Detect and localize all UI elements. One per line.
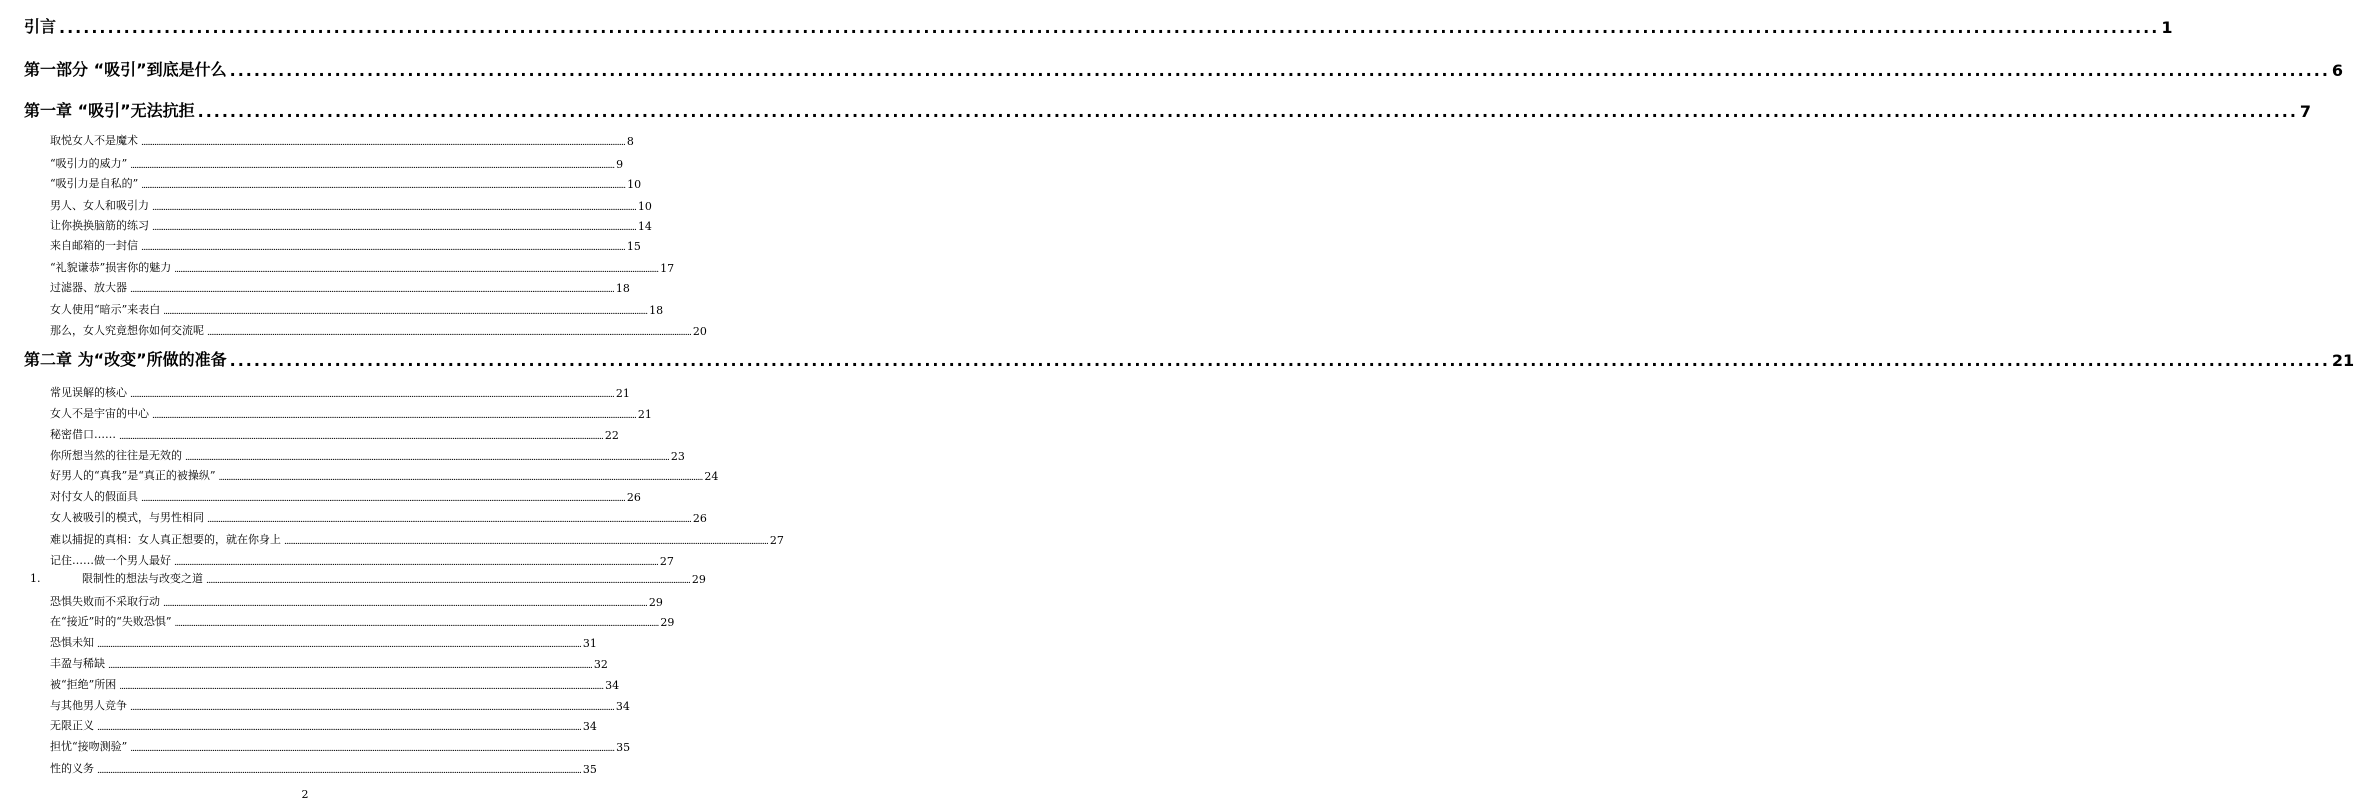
toc-entry-title: 担忧“接吻测验” <box>50 740 128 753</box>
toc-entry[interactable] <box>50 715 597 733</box>
toc-entry[interactable] <box>50 486 641 504</box>
toc-entry[interactable] <box>30 568 706 586</box>
toc-entry-page: 17 <box>660 262 675 275</box>
toc-entry-page: 14 <box>637 220 652 233</box>
toc-entry[interactable] <box>50 736 631 754</box>
toc-entry-page: 26 <box>692 512 707 525</box>
toc-entry[interactable] <box>50 424 619 442</box>
toc-entry-title: “礼貌谦恭”损害你的魅力 <box>50 261 172 274</box>
toc-entry-title: 你所想当然的往往是无效的 <box>50 449 182 462</box>
toc-entry-page: 34 <box>605 679 620 692</box>
dot-leader: .................................................................................................................................................................................................................................................................... <box>218 473 703 483</box>
toc-entry-title: 性的义务 <box>50 762 94 775</box>
toc-entry-title: 女人不是宇宙的中心 <box>50 407 149 420</box>
toc-entry-page: 32 <box>593 658 608 671</box>
toc-entry[interactable] <box>50 465 719 483</box>
toc-entry-title: 在“接近”时的“失败恐惧” <box>50 615 172 628</box>
toc-entry[interactable] <box>24 95 2312 121</box>
toc-entry-page: 29 <box>660 616 675 629</box>
dot-leader: .................................................................................................................................................................................................................................................................... <box>119 432 603 442</box>
toc-entry-title: 那么，女人究竟想你如何交流呢 <box>50 324 204 337</box>
toc-entry[interactable] <box>50 195 652 213</box>
toc-entry-title: 丰盈与稀缺 <box>50 657 105 670</box>
toc-entry-title: “吸引力的威力” <box>50 157 128 170</box>
toc-entry-page: 26 <box>626 491 641 504</box>
toc-entry-page: 7 <box>2299 102 2312 121</box>
toc-entry[interactable] <box>24 54 2344 80</box>
toc-entry-page: 31 <box>582 637 597 650</box>
toc-entry[interactable] <box>50 153 624 171</box>
toc-entry-title <box>30 570 204 586</box>
dot-leader: .................................................................................................................................................................................................................................................................... <box>97 723 581 733</box>
toc-entry-page: 22 <box>604 429 619 442</box>
toc-entry[interactable] <box>50 611 675 629</box>
toc-entry-page: 21 <box>615 387 630 400</box>
dot-leader: .................................................................................................................................................................................................................................................................... <box>174 558 658 568</box>
dot-leader: .................................................................................................................................................................................................................................................................... <box>197 102 2298 121</box>
toc-entry-title: 恐惧失败而不采取行动 <box>50 595 160 608</box>
toc-entry-title: 男人、女人和吸引力 <box>50 199 149 212</box>
toc-entry-title: 第二章 为“改变”所做的准备 <box>24 350 227 369</box>
toc-entry-title: 恐惧未知 <box>50 636 94 649</box>
dot-leader: .................................................................................................................................................................................................................................................................... <box>97 766 581 776</box>
toc-entry-page: 34 <box>615 700 630 713</box>
toc-entry-page: 9 <box>616 158 624 171</box>
toc-entry[interactable] <box>50 403 652 421</box>
toc-entry-title: 记住……做一个男人最好 <box>50 554 171 567</box>
dot-leader: .................................................................................................................................................................................................................................................................... <box>130 285 614 295</box>
toc-entry-title: 与其他男人竞争 <box>50 699 127 712</box>
toc-entry-page: 35 <box>582 763 597 776</box>
toc-entry-page: 21 <box>637 408 652 421</box>
toc-entry-number: 1. <box>30 572 41 585</box>
toc-entry-title: 常见误解的核心 <box>50 386 127 399</box>
toc-entry[interactable] <box>50 299 664 317</box>
toc-entry-page: 24 <box>704 470 719 483</box>
toc-entry-page: 18 <box>649 304 664 317</box>
dot-leader: .................................................................................................................................................................................................................................................................... <box>141 138 625 148</box>
dot-leader: .................................................................................................................................................................................................................................................................... <box>130 744 615 754</box>
toc-entry-title: 第一部分 “吸引”到底是什么 <box>24 60 227 79</box>
toc-entry-page: 21 <box>2331 351 2354 370</box>
toc-entry-page: 15 <box>626 240 641 253</box>
toc-entry[interactable] <box>50 130 634 148</box>
dot-leader: .................................................................................................................................................................................................................................................................... <box>130 390 614 400</box>
dot-leader: .................................................................................................................................................................................................................................................................... <box>141 181 626 191</box>
toc-entry[interactable] <box>50 529 784 547</box>
toc-entry-page: 29 <box>648 596 663 609</box>
toc-entry-page: 20 <box>692 325 707 338</box>
toc-entry[interactable] <box>50 235 641 253</box>
toc-entry-title: 无限正义 <box>50 719 94 732</box>
toc-entry-title: 让你换换脑筋的练习 <box>50 219 149 232</box>
dot-leader: .................................................................................................................................................................................................................................................................... <box>108 661 592 671</box>
dot-leader: .................................................................................................................................................................................................................................................................... <box>119 682 604 692</box>
toc-entry-page: 10 <box>637 200 652 213</box>
toc-entry-title: “吸引力是自私的” <box>50 177 139 190</box>
dot-leader: .................................................................................................................................................................................................................................................................... <box>284 537 768 547</box>
toc-entry-title-text: 限制性的想法与改变之道 <box>82 572 203 585</box>
dot-leader: .................................................................................................................................................................................................................................................................... <box>97 640 581 650</box>
toc-entry-title: 好男人的“真我”是“真正的被操纵” <box>50 469 216 482</box>
toc-entry[interactable] <box>50 257 675 275</box>
toc-entry[interactable] <box>50 550 674 568</box>
toc-entry[interactable] <box>50 632 597 650</box>
dot-leader: .................................................................................................................................................................................................................................................................... <box>229 351 2330 370</box>
toc-entry-page: 10 <box>627 178 642 191</box>
dot-leader: .................................................................................................................................................................................................................................................................... <box>207 515 691 525</box>
toc-entry[interactable] <box>50 320 707 338</box>
dot-leader: .................................................................................................................................................................................................................................................................... <box>163 307 648 317</box>
toc-entry[interactable] <box>50 382 630 400</box>
toc-entry[interactable] <box>50 215 652 233</box>
toc-entry[interactable] <box>24 344 2354 370</box>
toc-entry-page: 1 <box>2161 18 2173 37</box>
dot-leader: .................................................................................................................................................................................................................................................................... <box>229 61 2330 80</box>
toc-entry[interactable] <box>50 445 685 463</box>
toc-entry[interactable] <box>50 695 630 713</box>
toc-entry[interactable] <box>50 507 707 525</box>
toc-entry-page: 6 <box>2331 61 2344 80</box>
toc-entry[interactable] <box>24 11 2173 37</box>
dot-leader: .................................................................................................................................................................................................................................................................... <box>207 328 691 338</box>
dot-leader: .................................................................................................................................................................................................................................................................... <box>141 243 625 253</box>
toc-entry-page: 27 <box>659 555 674 568</box>
toc-entry-page: 34 <box>582 720 597 733</box>
dot-leader: .................................................................................................................................................................................................................................................................... <box>174 265 659 275</box>
dot-leader: .................................................................................................................................................................................................................................................................... <box>152 203 636 213</box>
toc-entry[interactable] <box>50 653 608 671</box>
toc-entry-title: 第一章 “吸引”无法抗拒 <box>24 101 195 120</box>
toc-entry-page: 35 <box>616 741 631 754</box>
toc-entry-page: 29 <box>691 573 706 586</box>
toc-entry-title: 引言 <box>24 17 57 36</box>
toc-entry-title: 秘密借口…… <box>50 428 116 441</box>
toc-entry[interactable] <box>50 758 597 776</box>
toc-entry-title: 女人使用“暗示”来表白 <box>50 303 161 316</box>
toc-entry[interactable] <box>50 674 620 692</box>
toc-entry[interactable] <box>50 173 642 191</box>
toc-entry[interactable] <box>50 277 630 295</box>
dot-leader: .................................................................................................................................................................................................................................................................... <box>130 703 614 713</box>
toc-entry-page: 18 <box>615 282 630 295</box>
toc-entry-title: 被“拒绝”所困 <box>50 678 117 691</box>
toc-entry-title: 难以捕捉的真相：女人真正想要的，就在你身上 <box>50 533 281 546</box>
toc-entry-page: 8 <box>626 135 634 148</box>
toc-entry-title: 对付女人的假面具 <box>50 490 138 503</box>
toc-entry[interactable] <box>50 591 663 609</box>
dot-leader: .................................................................................................................................................................................................................................................................... <box>59 18 2160 37</box>
toc-entry-title: 取悦女人不是魔术 <box>50 134 138 147</box>
toc-entry-title: 来自邮箱的一封信 <box>50 239 138 252</box>
toc-entry-page: 27 <box>769 534 784 547</box>
dot-leader: .................................................................................................................................................................................................................................................................... <box>141 494 625 504</box>
dot-leader: .................................................................................................................................................................................................................................................................... <box>152 411 636 421</box>
page-number: 2 <box>301 788 309 801</box>
dot-leader: .................................................................................................................................................................................................................................................................... <box>163 599 647 609</box>
dot-leader: .................................................................................................................................................................................................................................................................... <box>174 619 659 629</box>
dot-leader: .................................................................................................................................................................................................................................................................... <box>130 161 615 171</box>
dot-leader: .................................................................................................................................................................................................................................................................... <box>206 576 690 586</box>
toc-entry-title: 过滤器、放大器 <box>50 281 127 294</box>
toc-entry-title: 女人被吸引的模式，与男性相同 <box>50 511 204 524</box>
dot-leader: .................................................................................................................................................................................................................................................................... <box>152 223 636 233</box>
toc-entry-page: 23 <box>670 450 685 463</box>
dot-leader: .................................................................................................................................................................................................................................................................... <box>185 453 669 463</box>
